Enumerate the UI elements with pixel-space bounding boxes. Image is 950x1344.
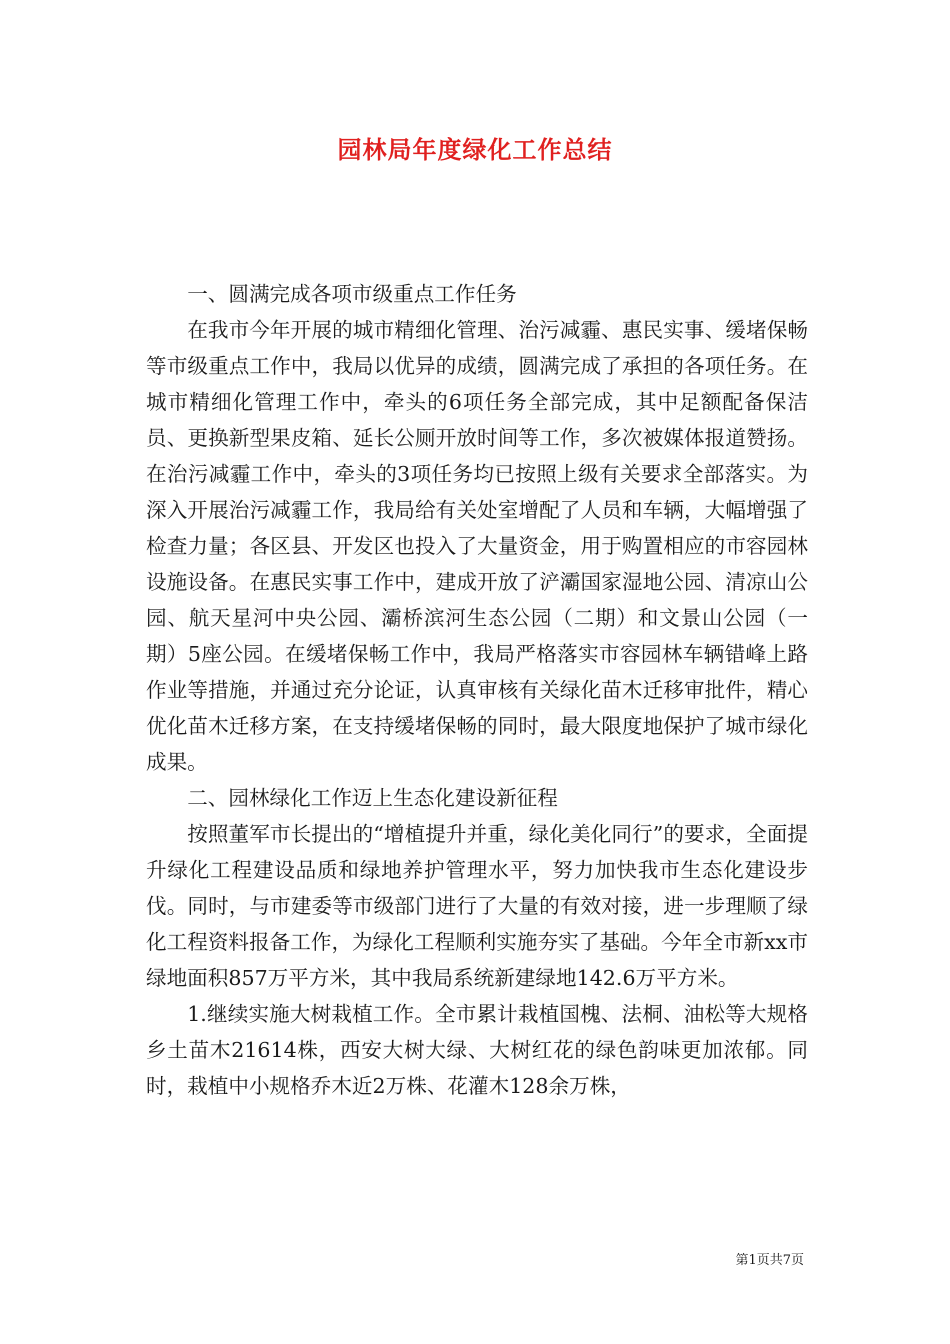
page-number: 第1页共7页 xyxy=(735,1253,804,1268)
document-body xyxy=(146,276,808,1104)
paragraph-1: 在我市今年开展的城市精细化管理、治污减霾、惠民实事、缓堵保畅等市级重点工作中，我局以优异的成绩，圆满完成了承担的各项任务。在城市精细化管理工作中，牵头的6项任务全部完成，其中足额配备保洁员、更换新型果皮箱、延长公厕开放时间等工作，多次被媒体报道赞扬。在治污减霾工作中，牵头的3项任务均已按照上级有关要求全部落实。为深入开展治污减霾工作，我局给有关处室增配了人员和车辆，大幅增强了检查力量；各区县、开发区也投入了大量资金，用于购置相应的市容园林设施设备。在惠民实事工作中，建成开放了浐灞国家湿地公园、清凉山公园、航天星河中央公园、灞桥滨河生态公园（二期）和文景山公园（一期）5座公园。在缓堵保畅工作中，我局严格落实市容园林车辆错峰上路作业等措施，并通过充分论证，认真审核有关绿化苗木迁移审批件，精心优化苗木迁移方案，在支持缓堵保畅的同时，最大限度地保护了城市绿化成果。 xyxy=(146,318,808,774)
section-heading-1: 一、圆满完成各项市级重点工作任务 xyxy=(187,282,517,306)
section-heading-2: 二、园林绿化工作迈上生态化建设新征程 xyxy=(187,786,558,810)
paragraph-2: 按照董军市长提出的“增植提升并重，绿化美化同行”的要求，全面提升绿化工程建设品质和绿地养护管理水平，努力加快我市生态化建设步伐。同时，与市建委等市级部门进行了大量的有效对接，进一步理顺了绿化工程资料报备工作，为绿化工程顺利实施夯实了基础。今年全市新xx市绿地面积857万平方米，其中我局系统新建绿地142.6万平方米。 xyxy=(146,822,808,990)
paragraph-3: 1.继续实施大树栽植工作。全市累计栽植国槐、法桐、油松等大规格乡土苗木21614株，西安大树大绿、大树红花的绿色韵味更加浓郁。同时，栽植中小规格乔木近2万株、花灌木128余万株， xyxy=(146,1002,808,1098)
document-title: 园林局年度绿化工作总结 xyxy=(337,136,613,164)
